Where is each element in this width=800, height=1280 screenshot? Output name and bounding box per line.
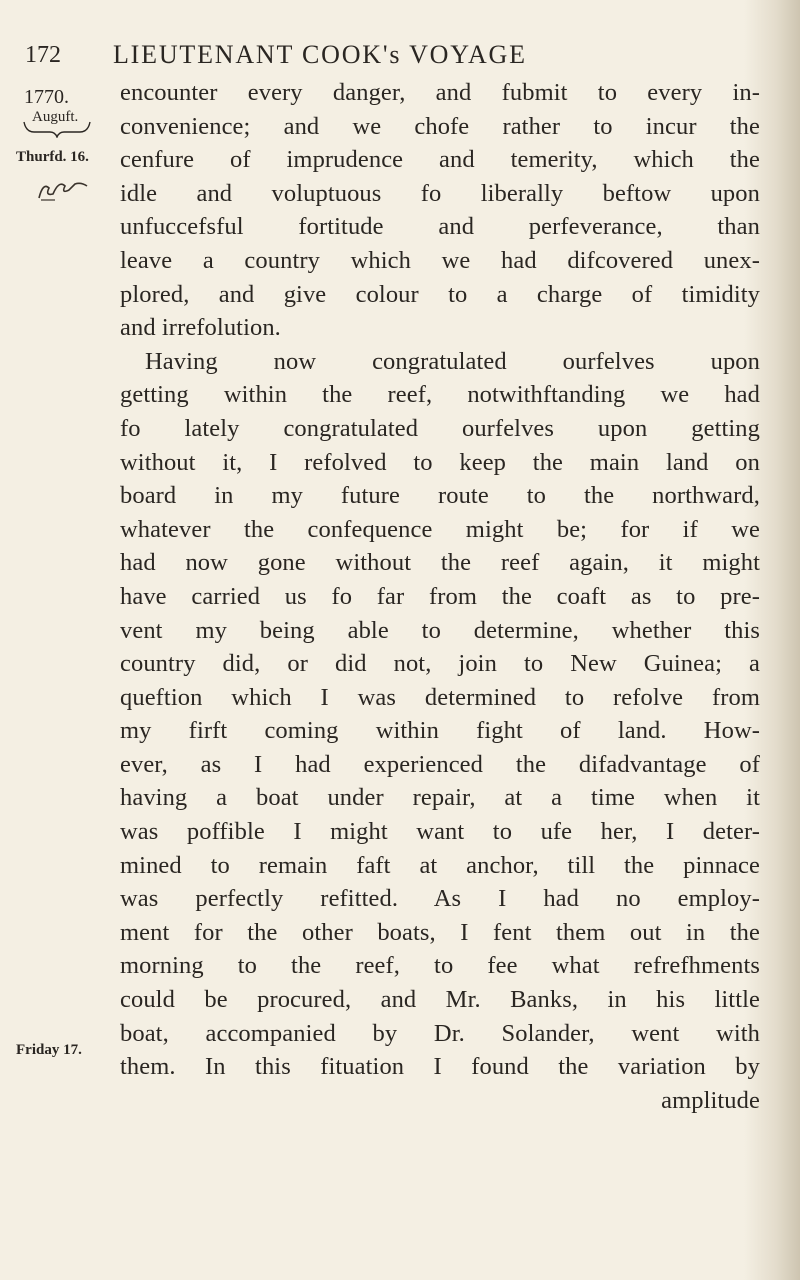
margin-date-thursday: Thurfd. 16. — [16, 149, 89, 165]
handwritten-mark-icon — [35, 174, 91, 204]
text-line: was poffible I might want to ufe her, I deter- — [120, 818, 760, 846]
text-line: Having now congratulated ourfelves upon — [145, 347, 760, 375]
text-line: had now gone without the reef again, it might — [120, 549, 760, 577]
text-line: ment for the other boats, I fent them out in the — [120, 918, 760, 946]
text-line: encounter every danger, and fubmit to every in- — [120, 79, 760, 106]
text-line: idle and voluptuous fo liberally beftow upon — [120, 179, 760, 207]
text-line: vent my being able to determine, whether this — [120, 616, 760, 644]
text-line: them. In this fituation I found the variation by — [120, 1053, 760, 1081]
text-line: having a boat under repair, at a time when it — [120, 784, 760, 812]
text-line: have carried us fo far from the coaft as to pre- — [120, 582, 760, 610]
text-line: could be procured, and Mr. Banks, in his little — [120, 986, 760, 1014]
text-line: and irrefolution. — [120, 314, 281, 342]
text-line: whatever the confequence might be; for if we — [120, 515, 760, 543]
text-line: cenfure of imprudence and temerity, which the — [120, 146, 760, 174]
text-line: fo lately congratulated ourfelves upon getting — [120, 414, 760, 442]
text-line: morning to the reef, to fee what refrefhments — [120, 952, 760, 980]
margin-brace-icon — [22, 120, 92, 138]
text-line: was perfectly refitted. As I had no employ- — [120, 885, 760, 913]
body-text — [120, 76, 760, 1117]
text-line: board in my future route to the northward, — [120, 482, 760, 510]
text-line: amplitude — [661, 1086, 760, 1114]
page-number: 172 — [25, 42, 61, 68]
running-title: LIEUTENANT COOK's VOYAGE — [113, 40, 527, 69]
text-line: queftion which I was determined to refolve from — [120, 683, 760, 711]
text-line: plored, and give colour to a charge of timidity — [120, 280, 760, 308]
text-line: leave a country which we had difcovered unex- — [120, 246, 760, 274]
margin-month: Auguft. — [32, 109, 79, 125]
text-line: convenience; and we chofe rather to incur the — [120, 112, 760, 140]
margin-date-friday: Friday 17. — [16, 1042, 82, 1058]
text-line: without it, I refolved to keep the main land on — [120, 448, 760, 476]
text-line: ever, as I had experienced the difadvantage of — [120, 750, 760, 778]
text-line: my firft coming within fight of land. How- — [120, 717, 760, 745]
text-line: boat, accompanied by Dr. Solander, went with — [120, 1019, 760, 1047]
text-line: mined to remain faft at anchor, till the pinnace — [120, 851, 760, 879]
text-line: getting within the reef, notwithftanding we had — [120, 381, 760, 409]
text-line: unfuccefsful fortitude and perfeverance, than — [120, 213, 760, 241]
text-line: country did, or did not, join to New Guinea; a — [120, 650, 760, 678]
margin-year: 1770. — [24, 86, 69, 108]
